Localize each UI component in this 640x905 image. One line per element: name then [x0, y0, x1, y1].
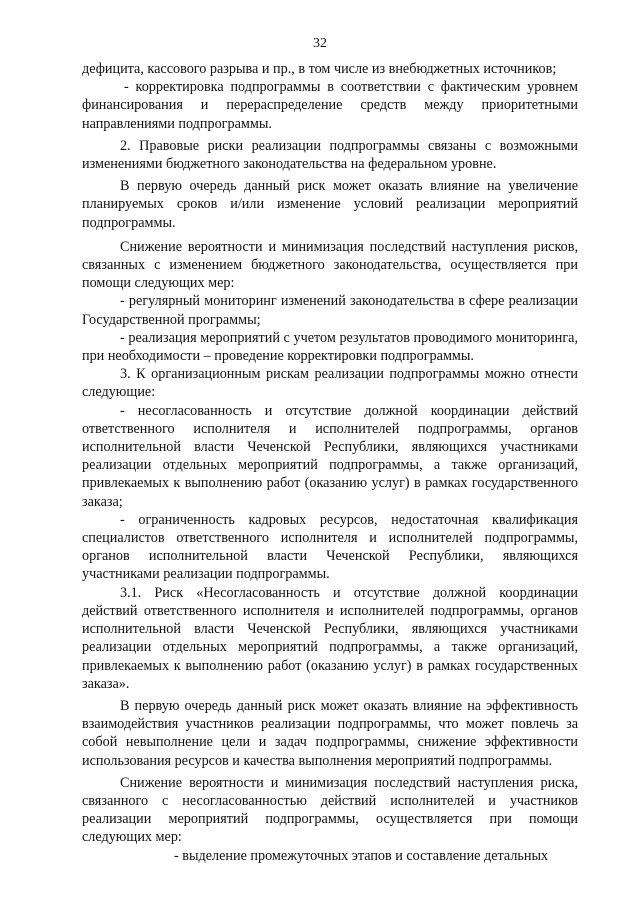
paragraph: 3.1. Риск «Несогласованность и отсутствие должной координации действий ответственного исполнителя и исполнителей подпрограммы, органов исполнительной власти Чеченской Республики, являющихся участниками реализации отдельных мероприятий подпрограммы, а также организаций, привлекаемых к выполнению работ (оказанию услуг) в рамках государственных заказа».	[82, 584, 578, 692]
paragraph: дефицита, кассового разрыва и пр., в том числе из внебюджетных источников;	[82, 61, 557, 77]
paragraph: В первую очередь данный риск может оказать влияние на эффективность взаимодействия участников реализации подпрограммы, что может повлечь за собой невыполнение цели и задач подпрограммы, снижение эффективности использования ресурсов и качества выполнения мероприятий подпрограммы.	[82, 697, 578, 769]
bullet-paragraph: - регулярный мониторинг изменений законодательства в сфере реализации Государственной программы;	[82, 293, 578, 328]
bullet-paragraph: - ограниченность кадровых ресурсов, недостаточная квалификация специалистов ответственного исполнителя и исполнителей подпрограммы, органов исполнительной власти Чеченской Республики, являющихся участниками реализации подпрограммы.	[82, 511, 578, 583]
bullet-paragraph: - корректировка подпрограммы в соответствии с фактическим уровнем финансирования и перераспределение средств между приоритетными направлениями подпрограммы.	[82, 79, 578, 132]
paragraph: Снижение вероятности и минимизация последствий наступления рисков, связанных с изменением бюджетного законодательства, осуществляется при помощи следующих мер:	[82, 238, 578, 292]
paragraph: В первую очередь данный риск может оказать влияние на увеличение планируемых сроков и/или изменение условий реализации мероприятий подпрограммы.	[82, 178, 578, 231]
page-number: 32	[313, 36, 327, 51]
document-body	[82, 60, 578, 865]
paragraph: Снижение вероятности и минимизация последствий наступления риска, связанного с несогласованностью действий исполнителей и участников реализации мероприятий подпрограммы, осуществляется при помощи следующих мер:	[82, 774, 578, 846]
bullet-paragraph: - выделение промежуточных этапов и составление детальных	[174, 847, 549, 864]
paragraph: 3. К организационным рискам реализации подпрограммы можно отнести следующие:	[82, 366, 578, 401]
paragraph: 2. Правовые риски реализации подпрограммы связаны с возможными изменениями бюджетного законодательства на федеральном уровне.	[82, 137, 578, 173]
bullet-paragraph: - реализация мероприятий с учетом результатов проводимого мониторинга, при необходимости – проведение корректировки подпрограммы.	[82, 329, 578, 365]
bullet-paragraph: - несогласованность и отсутствие должной координации действий ответственного исполнителя и исполнителей подпрограммы, органов исполнительной власти Чеченской Республики, являющихся участниками реализации отдельных мероприятий подпрограммы, а также организаций, привлекаемых к выполнению работ (оказанию услуг) в рамках государственного заказа;	[82, 402, 578, 510]
